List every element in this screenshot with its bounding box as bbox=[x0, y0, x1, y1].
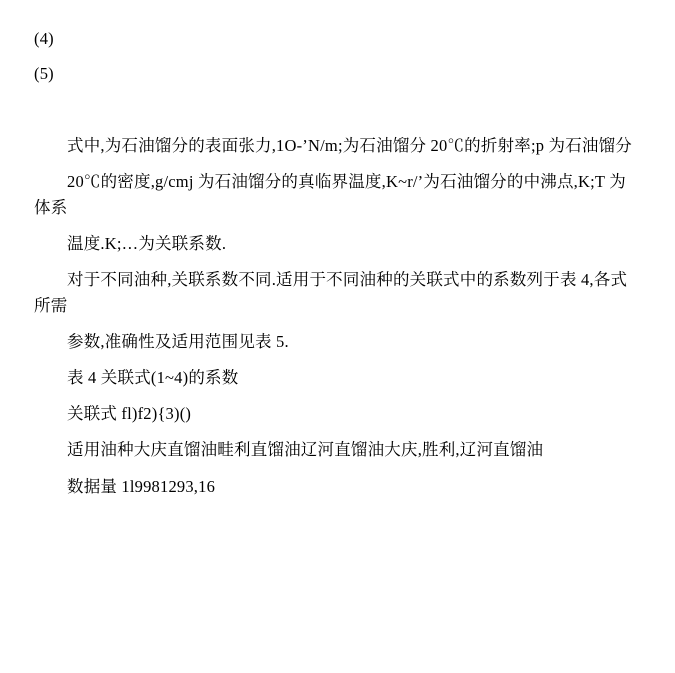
table4-row-correlation: 关联式 fl)f2){3)() bbox=[67, 404, 192, 424]
equation-number-5: (5) bbox=[34, 64, 54, 84]
table4-row-data-count: 数据量 1l9981293,16 bbox=[67, 476, 216, 496]
paragraph-nomenclature-2: 20℃的密度,g/cmj 为石油馏分的真临界温度,K~r/’为石油馏分的中沸点,K;T 为体系 bbox=[34, 171, 626, 217]
paragraph-coefficients-note: 对于不同油种,关联系数不同.适用于不同油种的关联式中的系数列于表 4,各式所需 bbox=[34, 270, 628, 316]
table4-row-oil-type: 适用油种大庆直馏油畦利直馏油辽河直馏油大庆,胜利,辽河直馏油 bbox=[67, 440, 544, 460]
table4-caption: 表 4 关联式(1~4)的系数 bbox=[67, 368, 239, 388]
equation-number-4: (4) bbox=[34, 29, 54, 48]
paragraph-nomenclature-1: 式中,为石油馏分的表面张力,1O-’N/m;为石油馏分 20℃的折射率;p 为石油馏分 bbox=[67, 135, 633, 155]
paragraph-nomenclature-3: 温度.K;…为关联系数. bbox=[67, 234, 227, 254]
paragraph-parameters-note: 参数,准确性及适用范围见表 5. bbox=[67, 332, 289, 352]
